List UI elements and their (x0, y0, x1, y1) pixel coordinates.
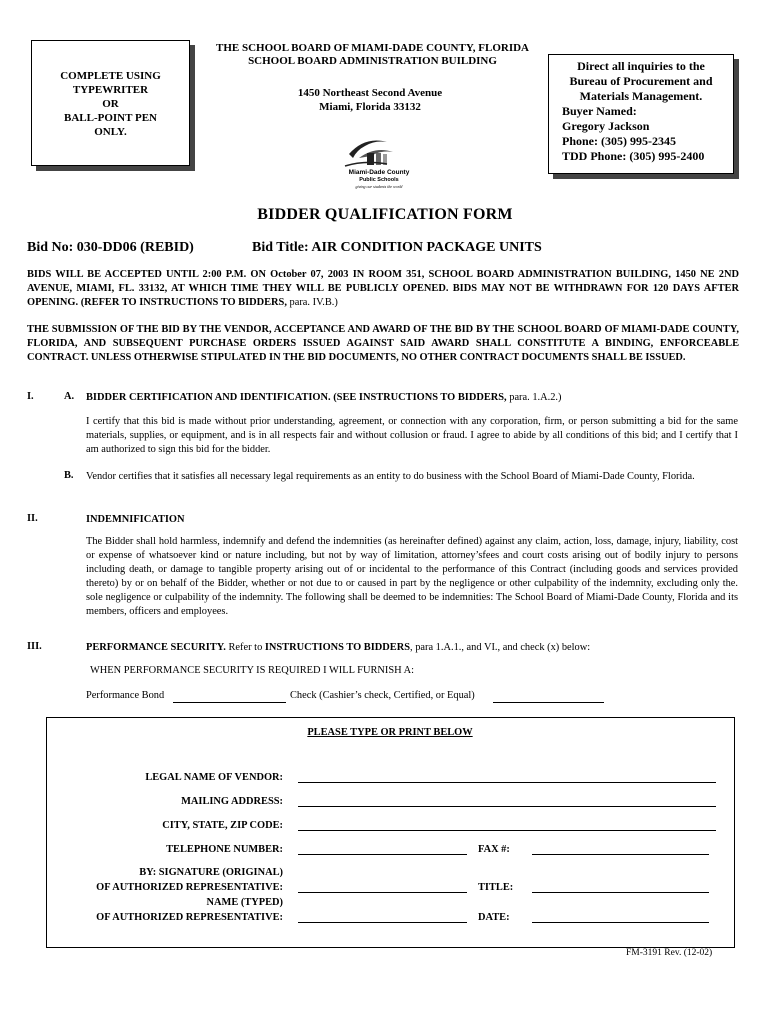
address-line-1: 1450 Northeast Second Avenue (297, 87, 443, 99)
inquiries-line: Buyer Named: (562, 104, 637, 118)
header-line-2: SCHOOL BOARD ADMINISTRATION BUILDING (248, 55, 497, 67)
inquiries-box (548, 54, 734, 174)
inquiries-line: Bureau of Procurement and (569, 74, 713, 88)
instructions-line: COMPLETE USING (60, 70, 161, 82)
title-field[interactable] (532, 892, 709, 893)
city-state-zip-field[interactable] (298, 830, 716, 831)
inquiries-line: Materials Management. (579, 89, 703, 103)
section-3-number: III. (27, 641, 42, 652)
section-1a-heading (86, 391, 738, 405)
bid-title: Bid Title: AIR CONDITION PACKAGE UNITS (252, 240, 542, 255)
submission-paragraph: THE SUBMISSION OF THE BID BY THE VENDOR, ACCEPTANCE AND AWARD OF THE BID BY THE SCHOOL BOARD OF MIAMI-DADE COUNTY, FLORIDA, AND SUBSEQUENT PURCHASE ORDERS ISSUED AGAINST SAID AWARD SHALL CONSTITUTE A BINDING, ENFORCEABLE CONTRACT. UNLESS OTHERWISE STIPULATED IN THE BID DOCUMENTS, NO OTHER CONTRACT DOCUMENTS SHALL BE ISSUED. (27, 324, 739, 363)
section-3-heading (86, 641, 738, 655)
certification-text: I certify that this bid is made without prior understanding, agreement, or connection with any corporation, firm, or person submitting a bid for the same materials, supplies, or equipment, and is in all respects fair and without collusion or fraud. I agree to abide by all conditions of this bid; and I certify that I am authorized to sign this bid for the bidder. (86, 416, 738, 455)
instructions-line: ONLY. (94, 126, 127, 138)
fax-label: FAX #: (478, 844, 510, 855)
mdcps-logo-icon (335, 132, 425, 192)
legal-name-field[interactable] (298, 782, 716, 783)
instructions-box (31, 40, 190, 166)
school-board-address (250, 86, 490, 114)
instructions-line: TYPEWRITER (72, 84, 149, 96)
name-typed-label-2: OF AUTHORIZED REPRESENTATIVE: (96, 912, 283, 923)
section-1a-heading-ref: para. 1.A.2.) (506, 392, 562, 403)
signature-field[interactable] (298, 892, 467, 893)
legal-name-label: LEGAL NAME OF VENDOR: (145, 772, 283, 783)
vendor-certifies-text: Vendor certifies that it satisfies all necessary legal requirements as an entity to do business with the School Board of Miami-Dade County, Florida. (86, 471, 695, 482)
date-label: DATE: (478, 912, 510, 923)
section-2-heading: INDEMNIFICATION (86, 514, 185, 525)
instructions-line: OR (102, 98, 119, 110)
performance-security-heading: PERFORMANCE SECURITY. (86, 642, 226, 653)
section-1-number: I. (27, 391, 34, 402)
signature-label-2: OF AUTHORIZED REPRESENTATIVE: (96, 882, 283, 893)
fax-field[interactable] (532, 854, 709, 855)
check-label: Check (Cashier’s check, Certified, or Equal) (290, 690, 475, 701)
telephone-field[interactable] (298, 854, 467, 855)
refer-instructions: INSTRUCTIONS TO BIDDERS (264, 642, 410, 653)
school-board-header (205, 42, 540, 68)
refer-text: Refer to (225, 642, 265, 653)
inquiries-line: Direct all inquiries to the (577, 59, 705, 73)
vendor-box-title: PLEASE TYPE OR PRINT BELOW (307, 727, 473, 738)
name-typed-label-1: NAME (TYPED) (206, 897, 283, 908)
logo-text-3: giving our students the world (355, 184, 403, 189)
performance-bond-field[interactable] (173, 702, 286, 703)
mdcps-logo (335, 132, 425, 192)
address-line-2: Miami, Florida 33132 (319, 101, 421, 113)
section-1b-label: B. (64, 470, 74, 481)
indemnification-text: The Bidder shall hold harmless, indemnify and defend the indemnities (as hereinafter defined) against any claim, action, loss, damage, injury, liability, cost or expense of whatsoever kind or nature including, but not by way of limitation, attorney’sfees and court costs arising out of bodily injury to persons including death, or damage to tangible property arising out of or incidental to the performance of this Contract (including goods and services provided thereto) by or on behalf of the Bidder, whether or not due to or caused in part by the negligence or other culpability of the indemnity, excluding only the. sole negligence or culpability of the indemnity. The following shall be deemed to be indemnities: The School Board of Miami-Dade County, Florida and its members, officers and employees. (86, 536, 738, 617)
section-1a-heading-text: BIDDER CERTIFICATION AND IDENTIFICATION. (SEE INSTRUCTIONS TO BIDDERS, (86, 392, 507, 403)
refer-tail: , para 1.A.1., and VI., and check (x) below: (410, 642, 591, 653)
inquiries-line: Gregory Jackson (562, 119, 650, 133)
section-1a-label: A. (64, 391, 75, 402)
bids-accepted-ref: para. IV.B.) (286, 297, 338, 308)
instructions-line: BALL-POINT PEN (63, 112, 157, 124)
mailing-address-label: MAILING ADDRESS: (181, 796, 283, 807)
form-title: BIDDER QUALIFICATION FORM (257, 206, 513, 223)
signature-label-1: BY: SIGNATURE (ORIGINAL) (139, 867, 283, 878)
performance-security-note: WHEN PERFORMANCE SECURITY IS REQUIRED I WILL FURNISH A: (90, 665, 415, 676)
section-2-number: II. (27, 513, 38, 524)
name-typed-field[interactable] (298, 922, 467, 923)
bid-number: Bid No: 030-DD06 (REBID) (27, 240, 194, 255)
bids-accepted-paragraph (27, 268, 739, 310)
logo-text-2: Public Schools (359, 177, 399, 183)
title-label: TITLE: (478, 882, 514, 893)
date-field[interactable] (532, 922, 709, 923)
check-field[interactable] (493, 702, 604, 703)
performance-bond-label: Performance Bond (86, 690, 165, 701)
city-state-zip-label: CITY, STATE, ZIP CODE: (162, 820, 283, 831)
mailing-address-field[interactable] (298, 806, 716, 807)
header-line-1: THE SCHOOL BOARD OF MIAMI-DADE COUNTY, FLORIDA (215, 42, 530, 54)
form-revision: FM-3191 Rev. (12-02) (626, 948, 713, 958)
logo-text-1: Miami-Dade County (348, 169, 410, 176)
telephone-label: TELEPHONE NUMBER: (166, 844, 283, 855)
inquiries-line: Phone: (305) 995-2345 (562, 134, 676, 148)
inquiries-line: TDD Phone: (305) 995-2400 (562, 149, 705, 163)
bids-accepted-text: BIDS WILL BE ACCEPTED UNTIL 2:00 P.M. ON October 07, 2003 IN ROOM 351, SCHOOL BOARD ADMINISTRATION BUILDING, 1450 NE 2ND AVENUE, MIAMI, FL. 33132, AT WHICH TIME THEY WILL BE PUBLICLY OPENED. BIDS MAY NOT BE WITHDRAWN FOR 120 DAYS AFTER OPENING. (REFER TO INSTRUCTIONS TO BIDDERS, (27, 269, 739, 308)
